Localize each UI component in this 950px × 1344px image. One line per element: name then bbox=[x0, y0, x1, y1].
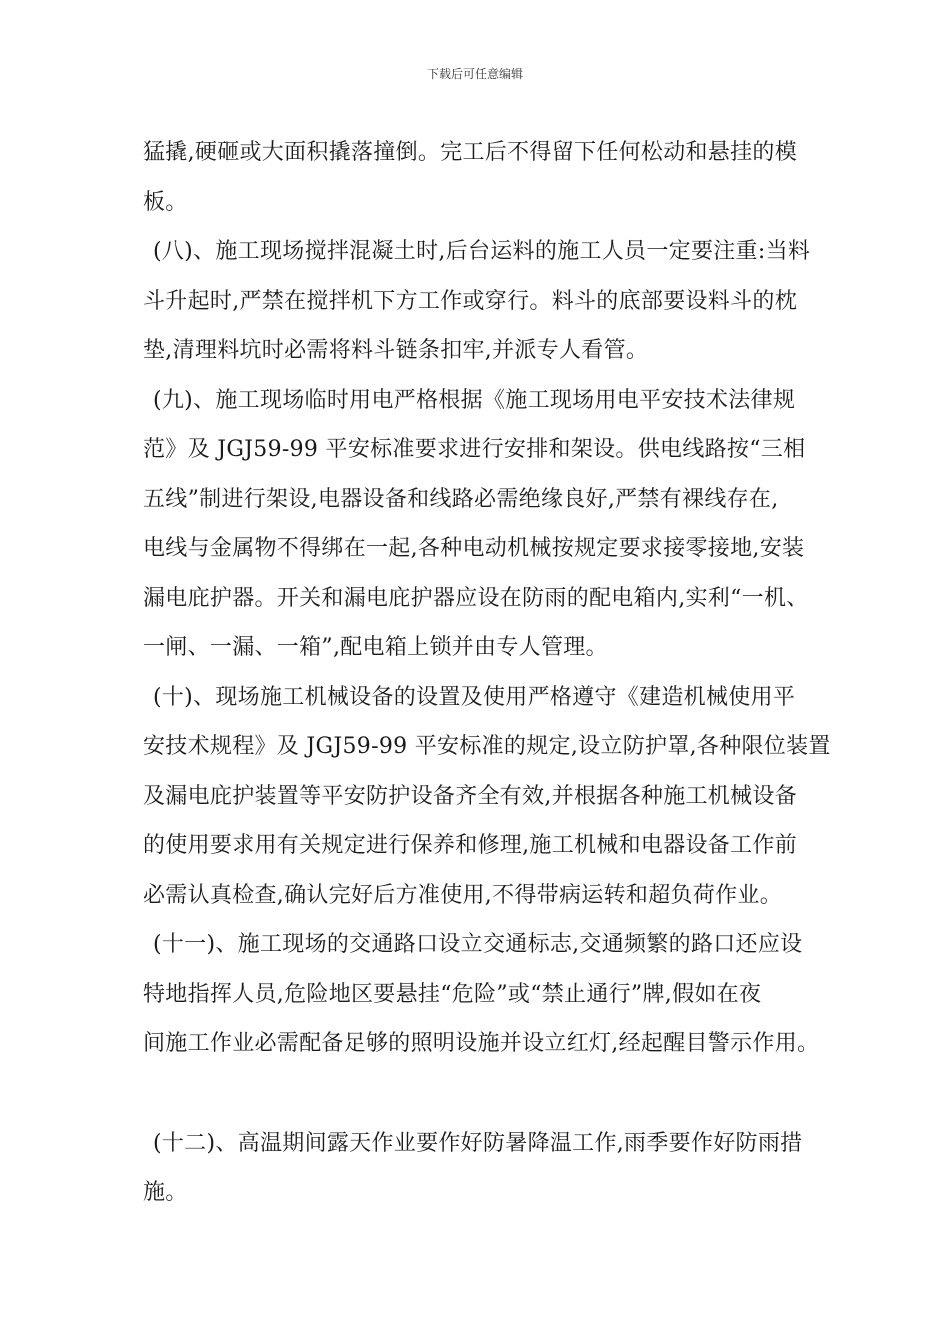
text-line: 施。 bbox=[143, 1180, 188, 1205]
section-12-heading-line: (十二)、高温期间露天作业要作好防暑降温工作,雨季要作好防雨措 bbox=[153, 1130, 803, 1156]
section-8-heading-line: (八)、施工现场搅拌混凝土时,后台运料的施工人员一定要注重:当料 bbox=[153, 239, 811, 264]
text-line: 及漏电庇护装置等平安防护设备齐全有效,并根据各种施工机械设备 bbox=[143, 783, 797, 809]
text-line: 的使用要求用有关规定进行保养和修理,施工机械和电器设备工作前 bbox=[143, 833, 797, 858]
text-line: 漏电庇护器。开关和漏电庇护器应设在防雨的配电箱内,实利“一机、 bbox=[143, 585, 809, 611]
text-line: 特地指挥人员,危险地区要悬挂“危险”或“禁止通行”牌,假如在夜 bbox=[143, 981, 762, 1007]
text-line: 五线”制进行架设,电器设备和线路必需绝缘良好,严禁有裸线存在, bbox=[143, 486, 779, 512]
text-line: 范》及 JGJ59-99 平安标准要求进行安排和架设。供电线路按“三相 bbox=[143, 437, 806, 462]
text-line: 猛撬,硬砸或大面积撬落撞倒。完工后不得留下任何松动和悬挂的模 bbox=[143, 140, 797, 165]
section-10-heading-line: (十)、现场施工机械设备的设置及使用严格遵守《建造机械使用平 bbox=[153, 684, 796, 710]
text-line: 电线与金属物不得绑在一起,各种电动机械按规定要求接零接地,安装 bbox=[143, 536, 805, 561]
text-line: 安技术规程》及 JGJ59-99 平安标准的规定,设立防护罩,各种限位装置 bbox=[143, 734, 831, 759]
text-line: 斗升起时,严禁在搅拌机下方工作或穿行。料斗的底部要设料斗的枕 bbox=[143, 288, 797, 314]
text-line: 板。 bbox=[143, 189, 188, 215]
text-line: 必需认真检查,确认完好后方准使用,不得带病运转和超负荷作业。 bbox=[143, 882, 782, 908]
section-11-heading-line: (十一)、施工现场的交通路口设立交通标志,交通频繁的路口还应设 bbox=[153, 932, 803, 957]
text-line: 间施工作业必需配备足够的照明设施并设立红灯,经起醒目警示作用。 bbox=[143, 1031, 820, 1056]
text-line: 垫,清理料坑时必需将料斗链条扣牢,并派专人看管。 bbox=[143, 338, 649, 363]
section-9-heading-line: (九)、施工现场临时用电严格根据《施工现场用电平安技术法律规 bbox=[153, 387, 796, 413]
text-line: 一闸、一漏、一箱”,配电箱上锁并由专人管理。 bbox=[143, 635, 608, 660]
page-header: 下载后可任意编辑 bbox=[426, 67, 523, 81]
document-body bbox=[143, 128, 831, 1218]
paragraph-spacer bbox=[143, 1069, 819, 1119]
